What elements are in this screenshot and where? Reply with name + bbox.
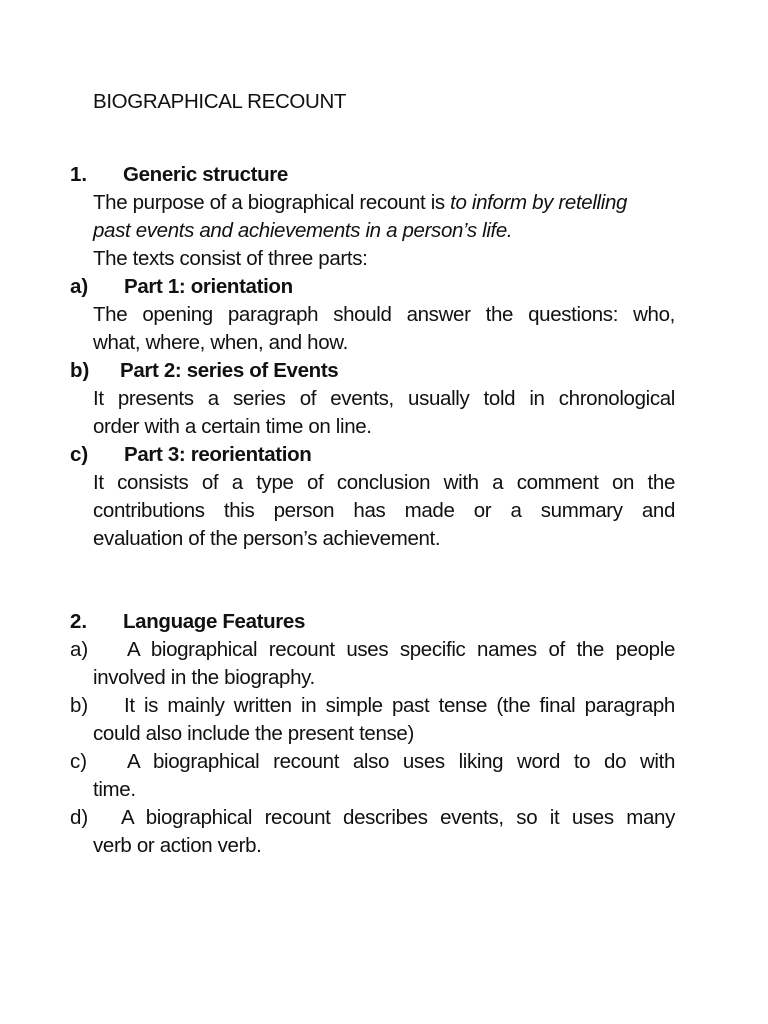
feature-d-line-2: verb or action verb. — [93, 834, 262, 857]
part-c-line-3: evaluation of the person’s achievement. — [93, 527, 441, 550]
purpose-line-2: past events and achievements in a person’s life. — [93, 219, 513, 242]
feature-d-marker: d) — [70, 806, 89, 829]
section-2-heading: Language Features — [123, 610, 306, 633]
part-c-line-2: contributions this person has made or a summary and — [93, 499, 675, 522]
feature-b-marker: b) — [70, 694, 89, 717]
feature-c-marker: c) — [70, 750, 88, 773]
part-b-line-1: It presents a series of events, usually told in chronological — [93, 387, 675, 410]
section-1-number: 1. — [70, 163, 88, 186]
purpose-italic-1: to inform by retelling — [450, 191, 628, 214]
feature-a-line-1: A biographical recount uses specific names of the people — [127, 638, 675, 661]
part-a-marker: a) — [70, 275, 89, 298]
part-c-line-1: It consists of a type of conclusion with a comment on the — [93, 471, 675, 494]
feature-b-line-1: It is mainly written in simple past tense (the final paragraph — [124, 694, 675, 717]
part-c-heading: Part 3: reorientation — [124, 443, 312, 466]
section-2-number: 2. — [70, 610, 88, 633]
part-c-marker: c) — [70, 443, 89, 466]
section-1-heading: Generic structure — [123, 163, 288, 186]
part-b-heading: Part 2: series of Events — [120, 359, 339, 382]
document-title: BIOGRAPHICAL RECOUNT — [93, 90, 347, 113]
purpose-line-1 — [93, 189, 627, 217]
purpose-prefix: The purpose of a biographical recount is — [93, 191, 445, 214]
parts-intro: The texts consist of three parts: — [93, 247, 368, 270]
feature-b-line-2: could also include the present tense) — [93, 722, 414, 745]
feature-a-marker: a) — [70, 638, 89, 661]
part-a-heading: Part 1: orientation — [124, 275, 293, 298]
feature-c-line-1: A biographical recount also uses liking word to do with — [127, 750, 675, 773]
part-b-line-2: order with a certain time on line. — [93, 415, 372, 438]
feature-c-line-2: time. — [93, 778, 136, 801]
part-a-line-2: what, where, when, and how. — [93, 331, 348, 354]
feature-a-line-2: involved in the biography. — [93, 666, 315, 689]
feature-d-line-1: A biographical recount describes events, so it uses many — [121, 806, 675, 829]
part-b-marker: b) — [70, 359, 90, 382]
part-a-line-1: The opening paragraph should answer the questions: who, — [93, 303, 675, 326]
